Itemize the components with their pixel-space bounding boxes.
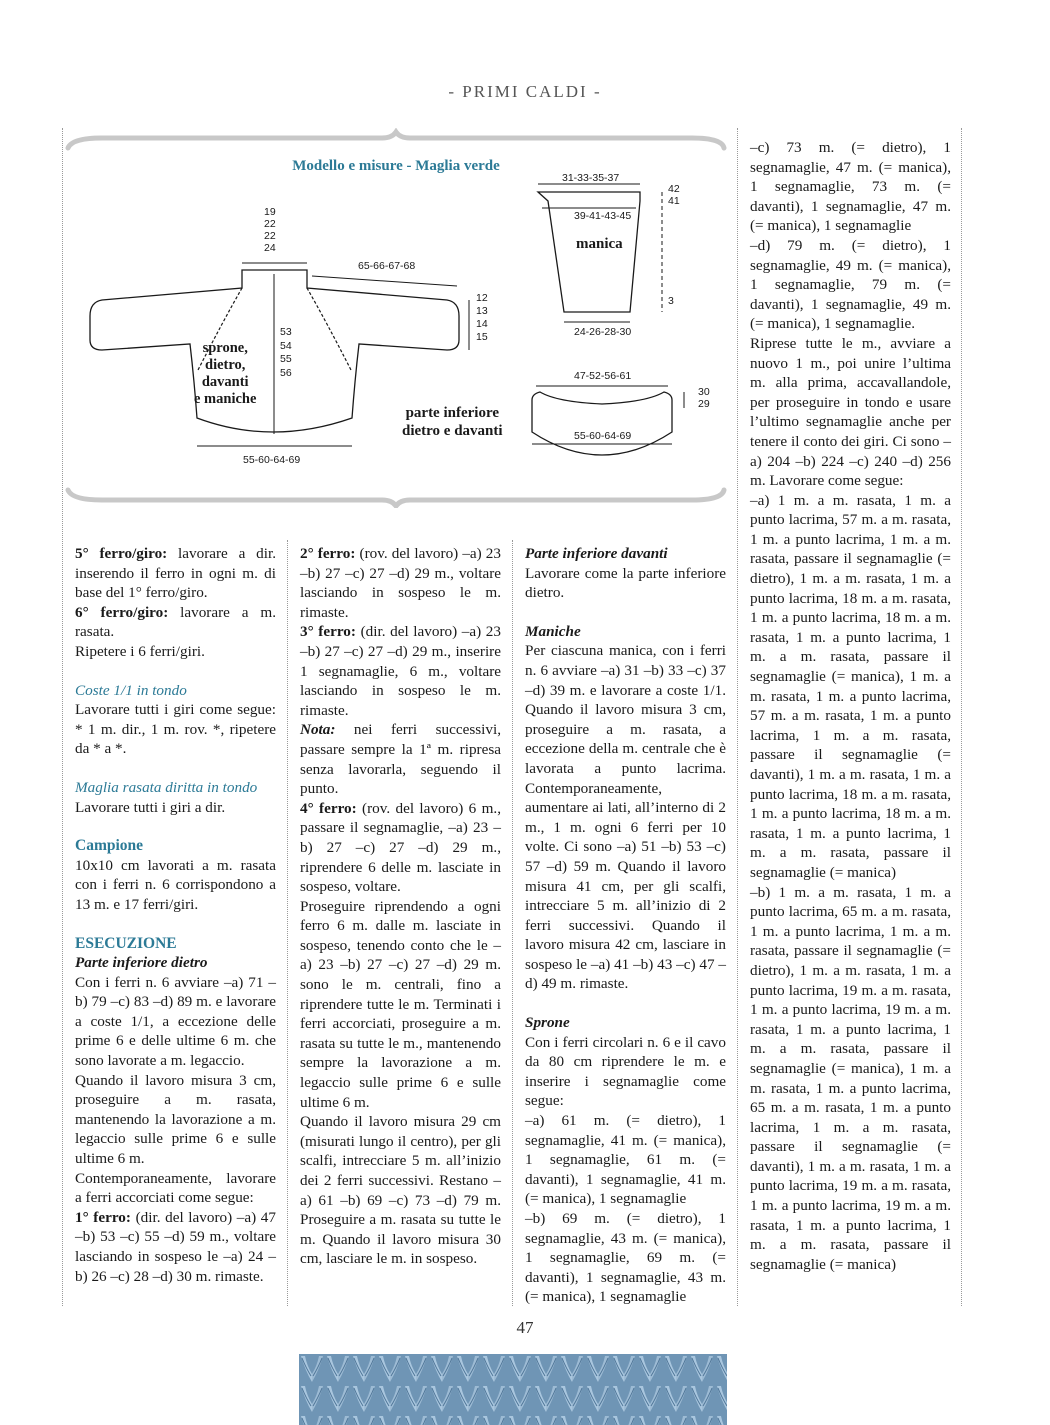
column-2 [300, 544, 501, 1269]
paragraph: Quando il lavoro misura 3 cm, proseguire a m. rasata, mantenendo la lavorazione a m. legaccio sulle prime 6 e sulle ultime 6 m. [75, 1071, 276, 1168]
paragraph: Lavorare tutti i giri come segue: * 1 m. dir., 1 m. rov. *, ripetere da * a *. [75, 701, 276, 758]
rule-col12 [287, 540, 288, 1306]
paragraph: Con i ferri n. 6 avviare –a) 71 –b) 79 –c) 83 –d) 89 m. e lavorare a coste 1/1, a eccezione delle prime 6 e delle ultime 6 m. che sono lavorate a m. legaccio. [75, 973, 276, 1070]
paragraph: –d) 79 m. (= dietro), 1 segnamaglie, 49 m. (= manica), 1 segnamaglie, 79 m. (= davanti), 1 segnamaglie, 49 m. (= manica), 1 segnamaglie. [750, 236, 951, 333]
paragraph: –b) 1 m. a m. rasata, 1 m. a punto lacrima, 65 m. a m. rasata, 1 m. a punto lacrima, 1 m. a m. rasata, passare il segnamaglie (= dietro), 1 m. a m. rasata, 1 m. a punto lacrima, 19 m. a m. rasata, 1 m. a punto lacrima, 19 m. a m. rasata, 1 m. a punto lacrima, 1 m. a m. rasata, passare il segnamaglie (= manica), 1 m. a m. rasata, 1 m. a punto lacrima, 65 m. a m. rasata, 1 m. a punto lacrima, 1 m. a m. rasata, passare il segnamaglie (= davanti), 1 m. a m. rasata, 1 m. a punto lacrima, 19 m. a m. rasata, 1 m. a punto lacrima, 19 m. a m. rasata, 1 m. a punto lacrima, 1 m. a m. rasata, passare il segnamaglie (= manica) [750, 883, 951, 1273]
yoke-label: sprone, dietro, davanti e maniche [194, 340, 257, 407]
page-header: - PRIMI CALDI - [448, 82, 602, 101]
figure-title: Modello e misure - Maglia verde [292, 158, 500, 174]
paragraph: Per ciascuna manica, con i ferri n. 6 avviare –a) 31 –b) 33 –c) 37 –d) 39 m. e lavorare a coste 1/1. Quando il lavoro misura 3 cm, proseguire a m. rasata, a eccezione della m. centrale che è lavorata a punto lacrima. Contemporaneamente, aumentare ai lati, all’interno di 2 m., 1 m. ogni 6 ferri per 10 volte. Ci sono –a) 51 –b) 53 –c) 57 –d) 59 m. Quando il lavoro misura 41 cm, per gli scalfi, intrecciare 5 m. all’inizio di 2 ferri successivi. Quando il lavoro misura 42 cm, lasciare in sospeso le –a) 41 –b) 43 –c) 47 –d) 49 m. rimaste. [525, 642, 726, 993]
paragraph: Lavorare come la parte inferiore dietro. [525, 564, 726, 602]
rule-right [961, 128, 962, 1306]
section-heading: ESECUZIONE [75, 934, 177, 952]
paragraph: 10x10 cm lavorati a m. rasata con i ferri n. 6 corrispondono a 13 m. e 17 ferri/giri. [75, 856, 276, 913]
lower-label: parte inferiore dietro e davanti [402, 405, 503, 439]
rule-col23 [512, 540, 513, 1306]
schematic-figure [62, 128, 730, 508]
paragraph: –c) 73 m. (= dietro), 1 segnamaglie, 47 m. (= manica), 1 segnamaglie, 73 m. (= davanti), 1 segnamaglie, 47 m. (= manica), 1 segnamaglie [750, 139, 951, 235]
sleeve-label: manica [576, 236, 623, 252]
lower-height-sizes: 30 29 [698, 386, 710, 410]
paragraph: Lavorare tutti i giri a dir. [75, 798, 226, 816]
sleeve-length-arrow [312, 276, 457, 286]
sleeve-upper-label: 39-41-43-45 [574, 210, 632, 222]
lower-bottom-label: 55-60-64-69 [574, 430, 632, 442]
sleeve-cuff-label: 3 [668, 295, 674, 307]
section-subtitle: Maglia rasata diritta in tondo [75, 778, 258, 796]
sleeve-height-sizes: 42 41 [668, 183, 680, 207]
bottom-width-label: 55-60-64-69 [243, 454, 301, 466]
paragraph: Quando il lavoro misura 29 cm (misurati lungo il centro), per gli scalfi, intrecciare 5 m. all’inizio dei 2 ferri successivi. Restano –a) 61 –b) 69 –c) 73 –d) 79 m. Proseguire a m. rasata su tutte le m. Quando il lavoro misura 30 cm, lasciare le m. in sospeso. [300, 1113, 501, 1268]
sleeve-bottom-label: 24-26-28-30 [574, 326, 632, 338]
raglan-right [307, 288, 351, 370]
frame-top [68, 132, 724, 148]
lower-top-label: 47-52-56-61 [574, 370, 632, 382]
paragraph: –a) 1 m. a m. rasata, 1 m. a punto lacrima, 57 m. a m. rasata, 1 m. a punto lacrima, 1 m. a m. rasata, passare il segnamaglie (= dietro), 1 m. a m. rasata, 1 m. a punto lacrima, 18 m. a m. rasata, 1 m. a punto lacrima, 18 m. a m. rasata, 1 m. a punto lacrima, 1 m. a m. rasata, passare il segnamaglie (= manica), 1 m. a m. rasata, 1 m. a punto lacrima, 57 m. a m. rasata, 1 m. a punto lacrima, 1 m. a m. rasata, passare il segnamaglie (= davanti), 1 m. a m. rasata, 1 m. a punto lacrima, 18 m. a m. rasata, 1 m. a punto lacrima, 18 m. a m. rasata, 1 m. a punto lacrima, 1 m. a m. rasata, passare il segnamaglie (= manica) [750, 491, 951, 881]
section-subtitle: Coste 1/1 in tondo [75, 681, 187, 699]
section-subtitle: Parte inferiore dietro [75, 954, 208, 972]
paragraph: 5° ferro/giro: lavorare a dir. inserendo il ferro in ogni m. di base del 1° ferro/giro. [75, 545, 276, 602]
cuff-sizes: 12 13 14 15 [476, 292, 488, 343]
paragraph: Nota: nei ferri successivi, passare sempre la 1ª m. ripresa senza lavorarla, seguendo il punto. [300, 721, 501, 798]
paragraph: Contemporaneamente, lavorare a ferri accorciati come segue: [75, 1169, 276, 1207]
schematic-svg [62, 128, 730, 508]
paragraph: 1° ferro: (dir. del lavoro) –a) 47 –b) 53 –c) 55 –d) 59 m., voltare lasciando in sospeso le –a) 24 –b) 26 –c) 28 –d) 30 m. rimaste. [75, 1208, 276, 1285]
column-4 [750, 138, 951, 1274]
paragraph: Riprese tutte le m., avviare a nuovo 1 m., poi unire l’ultima m. alla prima, accavallandole, per proseguire in tondo e usare l’ultimo segnamaglie anche per tenere il conto dei giri. Ci sono –a) 204 –b) 224 –c) 240 –d) 256 m. Lavorare come segue: [750, 334, 951, 490]
page-number: 47 [516, 1318, 534, 1337]
sleeve-length-label: 65-66-67-68 [358, 260, 416, 272]
paragraph: Ripetere i 6 ferri/giri. [75, 642, 205, 660]
paragraph: 4° ferro: (rov. del lavoro) 6 m., passare il segnamaglie, –a) 23 –b) 27 –c) 27 –d) 29 m., riprendere 6 delle m. lasciate in sospeso, voltare. [300, 799, 501, 896]
paragraph: Con i ferri circolari n. 6 e il cavo da 80 cm riprendere le m. e inserire i segnamaglie come segue: [525, 1033, 726, 1110]
paragraph: –b) 69 m. (= dietro), 1 segnamaglie, 43 m. (= manica), 1 segnamaglie, 69 m. (= davanti), 1 segnamaglie, 43 m. (= manica), 1 segnamaglie [525, 1210, 726, 1306]
column-1 [75, 544, 276, 1286]
paragraph: 2° ferro: (rov. del lavoro) –a) 23 –b) 27 –c) 27 –d) 29 m., voltare lasciando in sospeso le m. rimaste. [300, 545, 501, 621]
section-subtitle: Maniche [525, 622, 581, 640]
neck-sizes: 19 22 22 24 [264, 206, 276, 254]
paragraph: 3° ferro: (dir. del lavoro) –a) 23 –b) 27 –c) 27 –d) 29 m., inserire 1 segnamaglie, 6 m., voltare lasciando in sospeso le m. rimaste. [300, 623, 501, 719]
frame-bottom [68, 490, 724, 506]
paragraph: Proseguire riprendendo a ogni ferro 6 m. dalle m. lasciate in sospeso, tenendo conto che le –a) 23 –b) 27 –c) 27 –d) 29 m. sono le m. centrali, fino a riprendere tutte le m. Terminati i ferri accorciati, proseguire a m. rasata su tutte le m., mantenendo sempre la lavorazione a m. legaccio sulle prime 6 e sulle ultime 6 m. [300, 897, 501, 1111]
section-subtitle: Sprone [525, 1014, 570, 1032]
yoke-depth-sizes: 53 54 55 56 [280, 326, 292, 379]
column-3 [525, 544, 726, 1307]
paragraph: 6° ferro/giro: lavorare a m. rasata. [75, 603, 276, 641]
section-heading: Campione [75, 837, 144, 855]
lower-outline [532, 392, 672, 455]
rule-col34 [737, 128, 738, 1306]
paragraph: –a) 61 m. (= dietro), 1 segnamaglie, 41 m. (= manica), 1 segnamaglie, 61 m. (= davanti), 1 segnamaglie, 41 m. (= manica), 1 segnamaglie [525, 1112, 726, 1208]
section-subtitle: Parte inferiore davanti [525, 545, 668, 562]
knit-swatch-image [299, 1354, 727, 1425]
sleeve-top-label: 31-33-35-37 [562, 172, 620, 184]
